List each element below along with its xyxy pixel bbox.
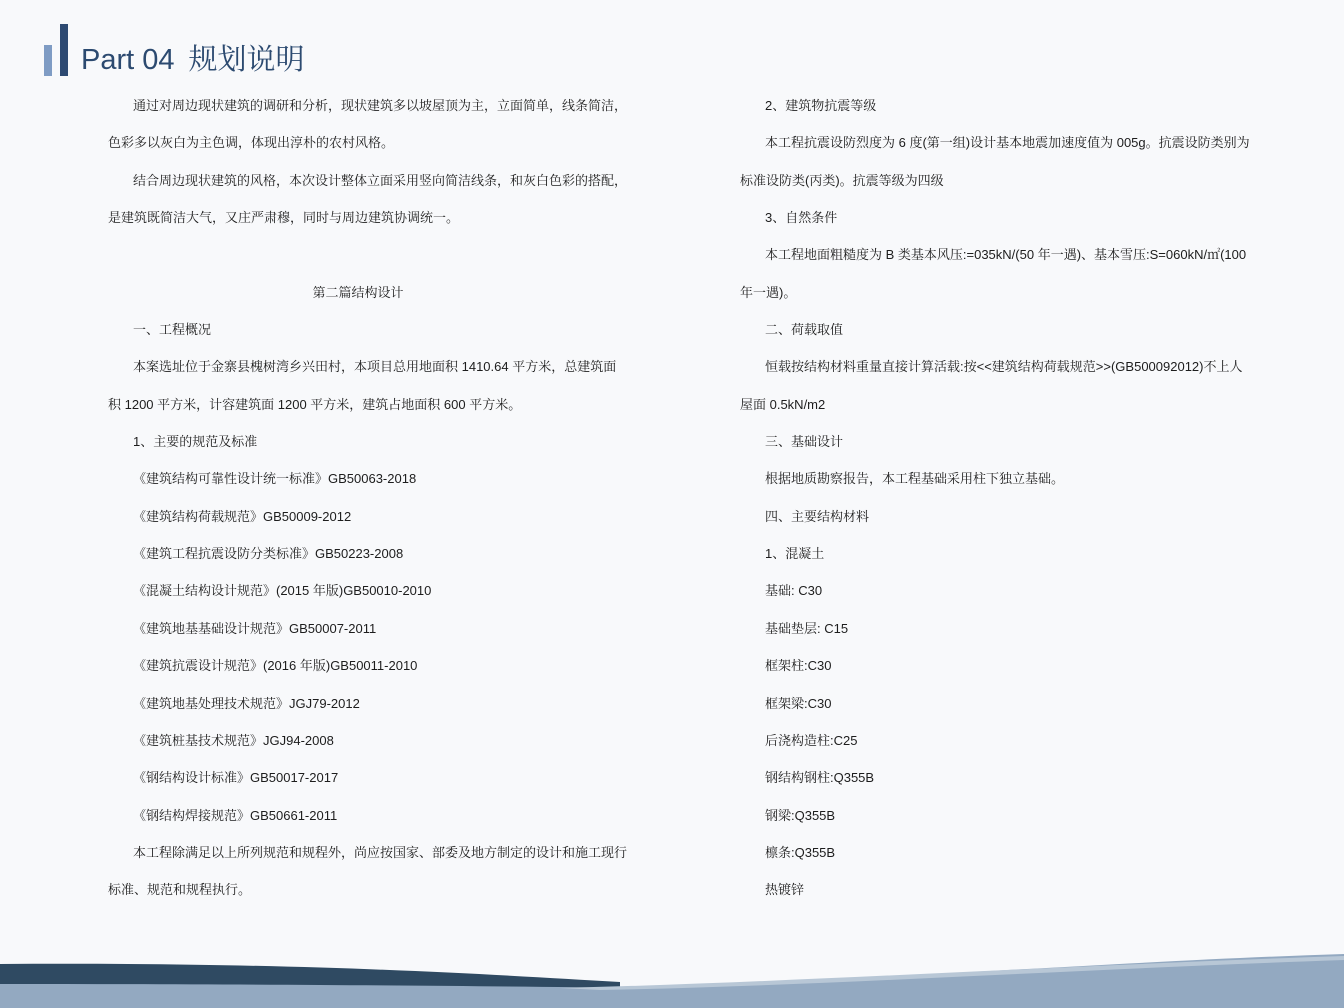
paragraph-line: 结合周边现状建筑的风格，本次设计整体立面采用竖向简洁线条，和灰白色彩的搭配， [133, 172, 628, 188]
accent-bar-light [44, 45, 52, 76]
material-item: 钢结构钢柱:Q355B [765, 770, 875, 786]
blank-line [108, 236, 608, 273]
section-heading: 四、主要结构材料 [765, 508, 870, 524]
material-item: 基础垫层: C15 [765, 620, 849, 636]
material-item: 钢梁:Q355B [765, 807, 836, 823]
standard-item: 《钢结构设计标准》GB50017-2017 [133, 770, 339, 786]
section-title: 规划说明 [188, 44, 305, 76]
material-item: 檩条:Q355B [765, 844, 836, 860]
standard-item: 《建筑结构可靠性设计统一标准》GB50063-2018 [133, 471, 417, 487]
subsection-heading: 3、自然条件 [765, 210, 838, 226]
material-item: 热镀锌 [765, 882, 805, 898]
paragraph-line: 标准、规范和规程执行。 [108, 882, 252, 898]
paragraph-line: 根据地质勘察报告，本工程基础采用柱下独立基础。 [765, 471, 1065, 487]
paragraph-line: 积 1200 平方米，计容建筑面 1200 平方米，建筑占地面积 600 平方米。 [108, 396, 522, 412]
section-heading: 三、基础设计 [765, 434, 844, 450]
material-item: 框架柱:C30 [765, 658, 832, 674]
standard-item: 《建筑地基基础设计规范》GB50007-2011 [133, 620, 377, 636]
paragraph-line: 年一遇)。 [740, 284, 797, 300]
accent-bar-dark [60, 24, 68, 76]
page-title [81, 42, 305, 78]
paragraph-line: 色彩多以灰白为主色调，体现出淳朴的农村风格。 [108, 135, 395, 151]
section-heading: 二、荷载取值 [765, 322, 844, 338]
paragraph-line: 恒载按结构材料重量直接计算活载:按<<建筑结构荷载规范>>(GB500092012)不上人 [765, 359, 1243, 375]
subsection-heading: 2、建筑物抗震等级 [765, 98, 877, 113]
chapter-heading: 第二篇结构设计 [312, 284, 404, 300]
standard-item: 《建筑工程抗震设防分类标准》GB50223-2008 [133, 546, 404, 562]
standard-item: 《钢结构焊接规范》GB50661-2011 [133, 807, 338, 823]
subsection-heading: 1、混凝土 [765, 546, 825, 562]
footer-wave [0, 948, 1344, 1008]
paragraph-line: 是建筑既简洁大气，又庄严肃穆，同时与周边建筑协调统一。 [108, 210, 460, 226]
material-item: 后浇构造柱:C25 [765, 732, 858, 748]
section-heading: 一、工程概况 [133, 322, 212, 338]
subsection-heading: 1、主要的规范及标准 [133, 434, 258, 450]
part-label: Part 04 [81, 44, 175, 76]
paragraph-line: 通过对周边现状建筑的调研和分析，现状建筑多以坡屋顶为主，立面简单，线条简洁， [133, 98, 628, 113]
paragraph-line: 标准设防类(丙类)。抗震等级为四级 [740, 172, 944, 188]
standard-item: 《混凝土结构设计规范》(2015 年版)GB50010-2010 [133, 583, 432, 599]
paragraph-line: 本工程地面粗糙度为 B 类基本风压:=035kN/(50 年一遇)、基本雪压:S=060kN/㎡(100 [765, 247, 1247, 263]
standard-item: 《建筑抗震设计规范》(2016 年版)GB50011-2010 [133, 658, 418, 674]
left-column [108, 87, 628, 909]
paragraph-line: 本工程除满足以上所列规范和规程外，尚应按国家、部委及地方制定的设计和施工现行 [133, 844, 628, 860]
paragraph-line: 本工程抗震设防烈度为 6 度(第一组)设计基本地震加速度值为 005g。抗震设防类别为 [765, 135, 1250, 151]
standard-item: 《建筑桩基技术规范》JGJ94-2008 [133, 732, 334, 748]
paragraph-line: 屋面 0.5kN/m2 [740, 396, 826, 412]
standard-item: 《建筑地基处理技术规范》JGJ79-2012 [133, 695, 360, 711]
material-item: 框架梁:C30 [765, 695, 832, 711]
right-column [740, 87, 1250, 909]
material-item: 基础: C30 [765, 583, 823, 599]
standard-item: 《建筑结构荷载规范》GB50009-2012 [133, 508, 352, 524]
paragraph-line: 本案选址位于金寨县槐树湾乡兴田村，本项目总用地面积 1410.64 平方米，总建筑面 [133, 359, 617, 375]
